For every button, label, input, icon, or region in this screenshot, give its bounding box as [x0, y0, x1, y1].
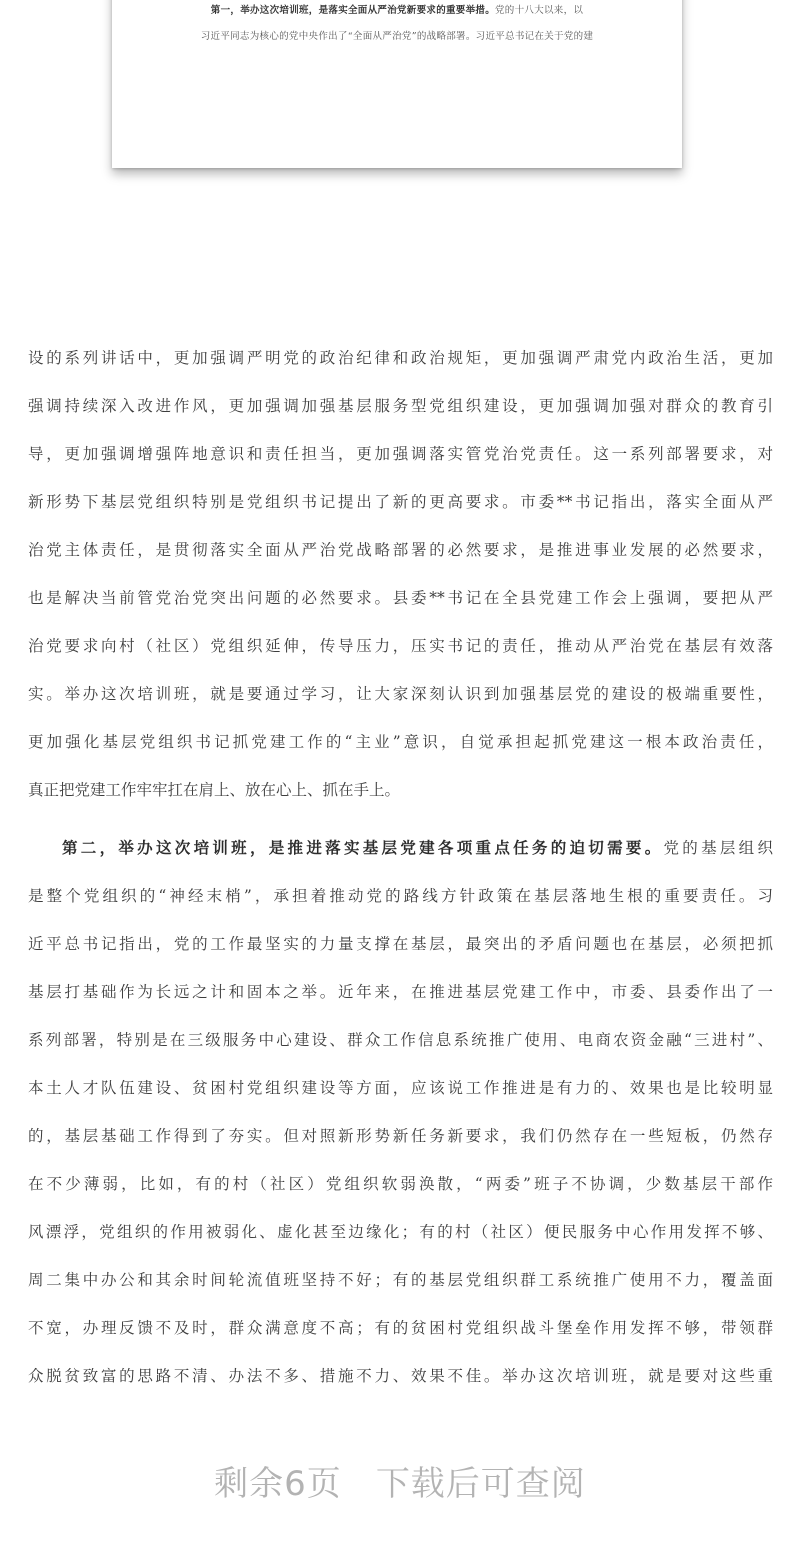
card-heading: 第一，举办这次培训班，是落实全面从严治党新要求的重要举措。 [210, 5, 495, 16]
remaining-pages-label: 剩余6页 [214, 1464, 342, 1504]
text-line: 是整个党组织的“神经末梢”，承担着推动党的路线方针政策在基层落地生根的重要责任。习 [28, 887, 773, 905]
text-line: 治党主体责任，是贯彻落实全面从严治党战略部署的必然要求，是推进事业发展的必然要求， [28, 541, 773, 559]
text-line: 近平总书记指出，党的工作最坚实的力量支撑在基层，最突出的矛盾问题也在基层，必须把抓 [28, 935, 773, 953]
text-line: 基层打基础作为长远之计和固本之举。近年来，在推进基层党建工作中，市委、县委作出了一 [28, 983, 773, 1001]
card-text-rest: 党的十八大以来，以 [495, 5, 584, 16]
text-line: 周二集中办公和其余时间轮流值班坚持不好；有的基层党组织群工系统推广使用不力，覆盖面 [28, 1271, 773, 1289]
text-line: 系列部署，特别是在三级服务中心建设、群众工作信息系统推广使用、电商农资金融“三进村”、 [28, 1031, 773, 1049]
text-line: 真正把党建工作牢牢扛在肩上、放在心上、抓在手上。 [28, 781, 401, 799]
text-line: 本土人才队伍建设、贫困村党组织建设等方面，应该说工作推进是有力的、效果也是比较明显 [28, 1079, 773, 1097]
text-line: 治党要求向村（社区）党组织延伸，传导压力，压实书记的责任，推动从严治党在基层有效落 [28, 637, 773, 655]
text-line: 在不少薄弱，比如，有的村（社区）党组织软弱涣散，“两委”班子不协调，少数基层干部作 [28, 1175, 773, 1193]
card-text-line-1 [112, 2, 682, 16]
text-line: 强调持续深入改进作风，更加强调加强基层服务型党组织建设，更加强调加强对群众的教育引 [28, 397, 773, 415]
text-line: 实。举办这次培训班，就是要通过学习，让大家深刻认识到加强基层党的建设的极端重要性， [28, 685, 773, 703]
text-line: 新形势下基层党组织特别是党组织书记提出了新的更高要求。市委**书记指出，落实全面从严 [28, 493, 773, 511]
text-line: 也是解决当前管党治党突出问题的必然要求。县委**书记在全县党建工作会上强调，要把从严 [28, 589, 773, 607]
text-line: 不宽，办理反馈不及时，群众满意度不高；有的贫困村党组织战斗堡垒作用发挥不够，带领群 [28, 1319, 773, 1337]
text-line: 更加强化基层党组织书记抓党建工作的“主业”意识，自觉承担起抓党建这一根本政治责任， [28, 733, 773, 751]
text-line: 导，更加强调增强阵地意识和责任担当，更加强调落实管党治党责任。这一系列部署要求，对 [28, 445, 773, 463]
card-text-line-2: 习近平同志为核心的党中央作出了“全面从严治党”的战略部署。习近平总书记在关于党的建 [200, 31, 594, 42]
text-line-first [28, 824, 773, 872]
download-to-view-label: 下载后可查阅 [375, 1464, 586, 1504]
text-line: 众脱贫致富的思路不清、办法不多、措施不力、效果不佳。举办这次培训班，就是要对这些重 [28, 1367, 773, 1385]
paragraph-2 [28, 824, 773, 1400]
text-line: 设的系列讲话中，更加强调严明党的政治纪律和政治规矩，更加强调严肃党内政治生活，更加 [28, 349, 773, 367]
page-preview-card [112, 0, 682, 168]
text-line: 风漂浮，党组织的作用被弱化、虚化甚至边缘化；有的村（社区）便民服务中心作用发挥不够、 [28, 1223, 773, 1241]
text-line: 的，基层基础工作得到了夯实。但对照新形势新任务新要求，我们仍然存在一些短板，仍然存 [28, 1127, 773, 1145]
heading-rest: 党的基层组织 [663, 839, 773, 857]
paragraph-heading: 第二，举办这次培训班，是推进落实基层党建各项重点任务的迫切需要。 [62, 838, 664, 857]
paragraph-1 [28, 334, 773, 814]
download-prompt[interactable] [0, 1456, 800, 1505]
